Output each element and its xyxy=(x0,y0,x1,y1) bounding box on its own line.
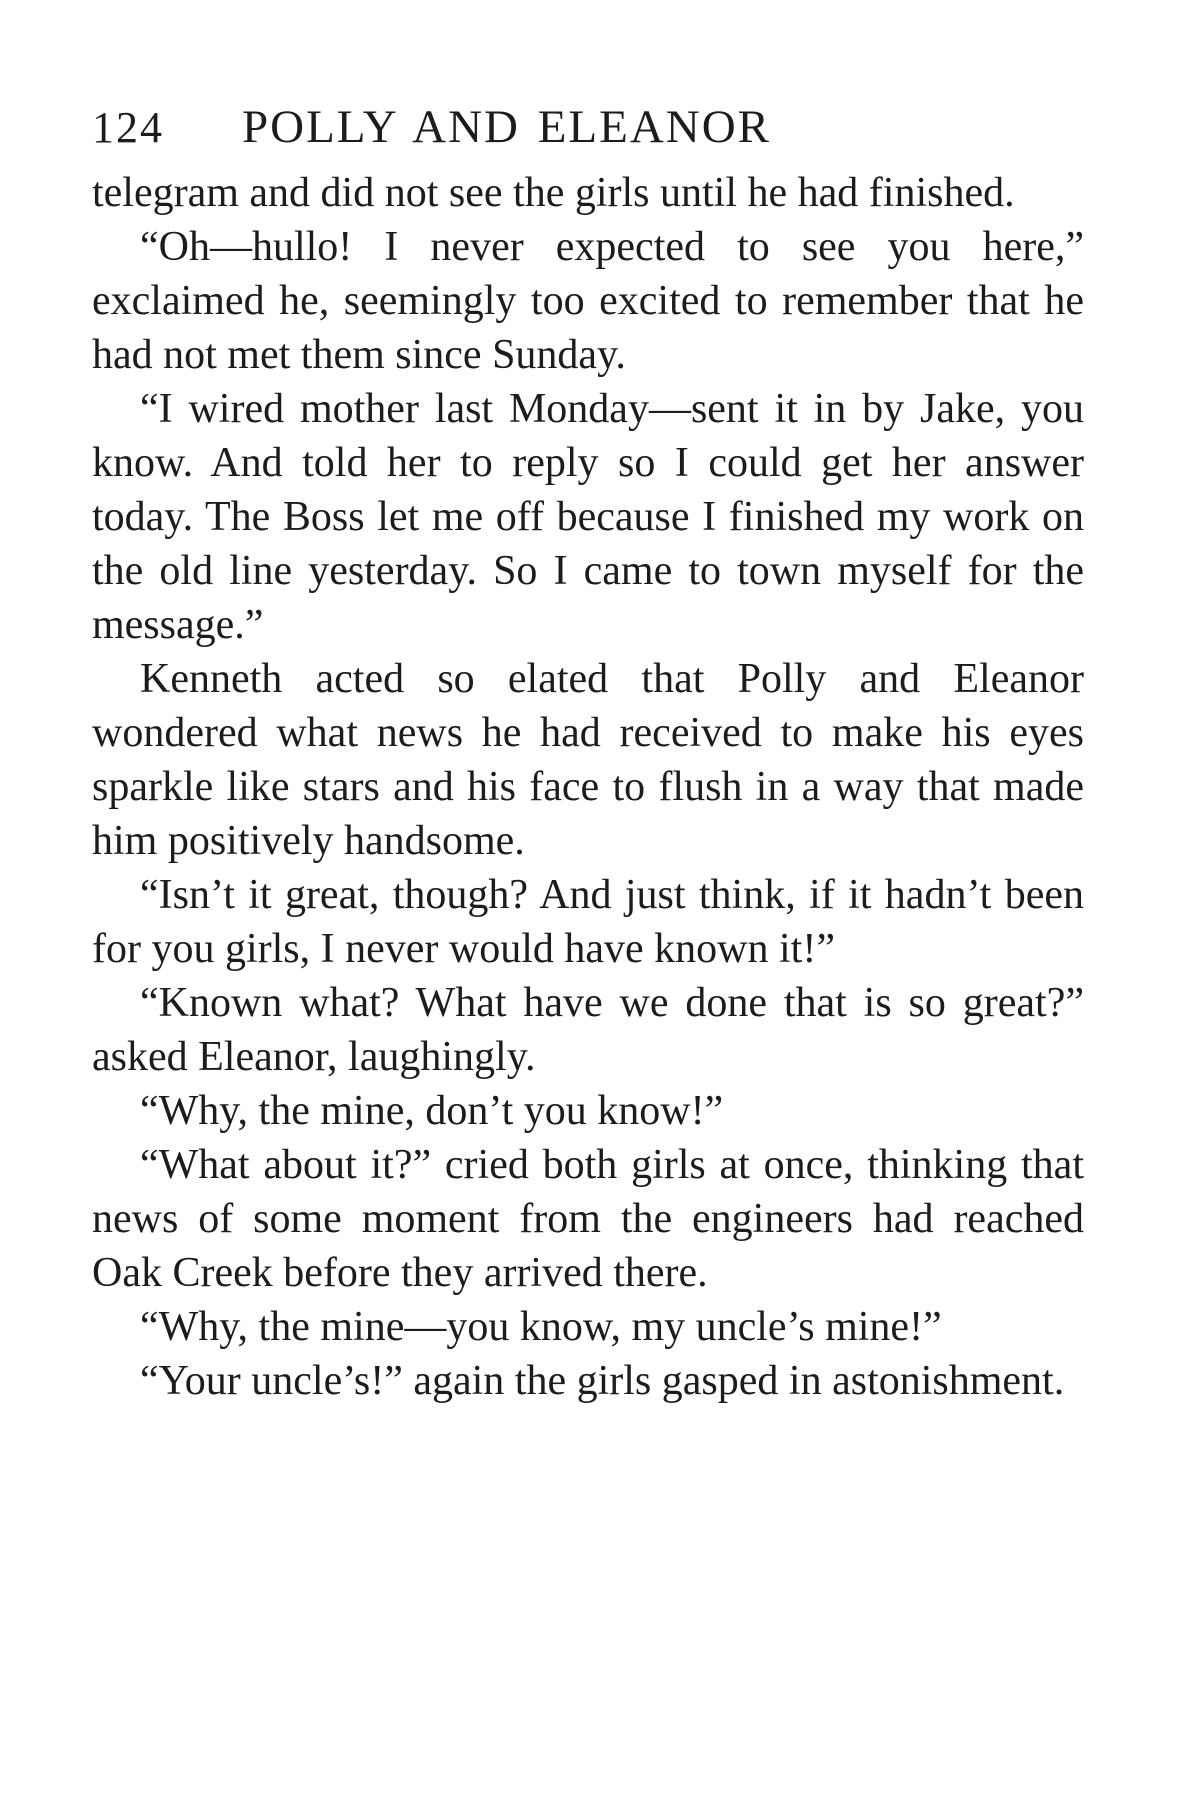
body-text xyxy=(92,166,1084,1408)
book-page xyxy=(92,100,1084,1408)
paragraph: “Isn’t it great, though? And just think, if it hadn’t been for you girls, I never would have known it!” xyxy=(92,872,1084,972)
paragraph: “Known what? What have we done that is so great?” asked Eleanor, laughingly. xyxy=(92,980,1084,1080)
paragraph-continued: telegram and did not see the girls until he had finished. xyxy=(92,170,1015,216)
paragraph: “Your uncle’s!” again the girls gasped in astonishment. xyxy=(140,1358,1065,1404)
page-number: 124 xyxy=(92,103,164,152)
paragraph: Kenneth acted so elated that Polly and Eleanor wondered what news he had received to make his eyes sparkle like stars and his face to flush in a way that made him positively handsome. xyxy=(92,656,1084,864)
book-title: POLLY AND ELEANOR xyxy=(242,101,772,153)
paragraph: “Why, the mine, don’t you know!” xyxy=(140,1088,724,1134)
running-head xyxy=(92,100,1084,160)
paragraph: “I wired mother last Monday—sent it in by Jake, you know. And told her to reply so I could get her answer today. The Boss let me off because I finished my work on the old line yesterday. So I came to town myself for the message.” xyxy=(92,386,1084,648)
paragraph: “Oh—hullo! I never expected to see you here,” exclaimed he, seemingly too excited to remember that he had not met them since Sunday. xyxy=(92,224,1084,378)
paragraph: “What about it?” cried both girls at once, thinking that news of some moment from the engineers had reached Oak Creek before they arrived there. xyxy=(92,1142,1084,1296)
paragraph: “Why, the mine—you know, my uncle’s mine!” xyxy=(140,1304,942,1350)
